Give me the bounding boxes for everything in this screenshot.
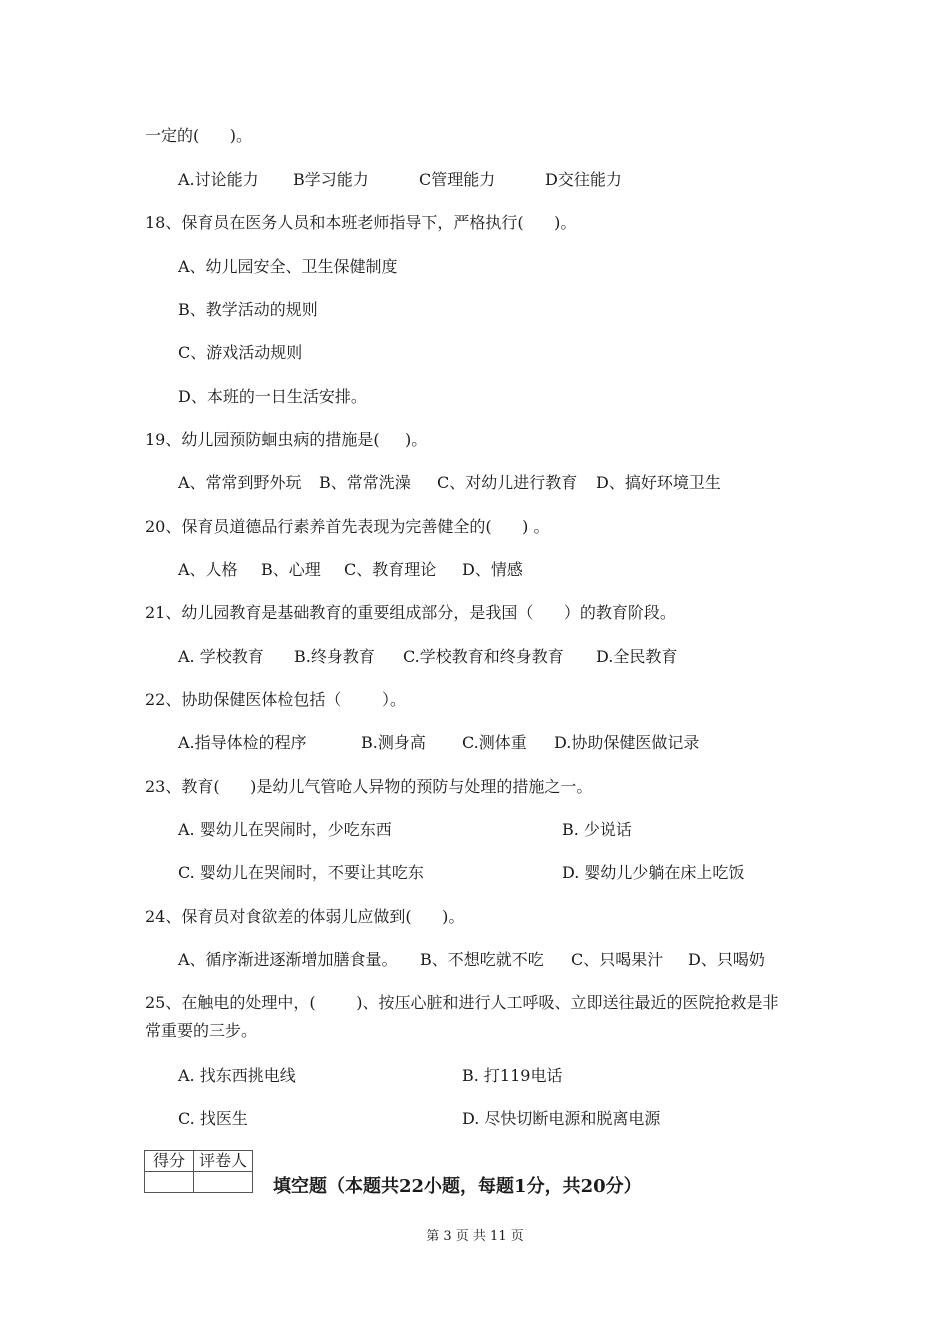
q24-option-a: A、循序渐进逐渐增加膳食量。 — [178, 950, 398, 969]
q23-option-d: D. 婴幼儿少躺在床上吃饭 — [562, 863, 745, 882]
q20-option-a: A、人格 — [178, 560, 238, 579]
q20-option-c: C、教育理论 — [344, 560, 437, 579]
q25-option-c: C. 找医生 — [178, 1109, 248, 1128]
page-footer: 第 3 页 共 11 页 — [426, 1229, 524, 1244]
q18-option-a: A、幼儿园安全、卫生保健制度 — [178, 257, 398, 276]
question-17-stem-tail: 一定的( )。 — [145, 126, 253, 145]
question-23-stem: 23、教育( )是幼儿气管呛人异物的预防与处理的措施之一。 — [145, 777, 593, 796]
q21-option-d: D.全民教育 — [596, 647, 678, 666]
q19-option-c: C、对幼儿进行教育 — [437, 473, 578, 492]
q19-option-a: A、常常到野外玩 — [178, 473, 302, 492]
question-20-stem: 20、保育员道德品行素养首先表现为完善健全的( ) 。 — [145, 517, 550, 536]
score-table — [144, 1150, 253, 1193]
question-22-stem: 22、协助保健医体检包括（ ）。 — [145, 690, 407, 709]
grader-cell — [194, 1172, 253, 1193]
q19-option-d: D、搞好环境卫生 — [596, 473, 721, 492]
q24-option-b: B、不想吃就不吃 — [420, 950, 544, 969]
section-title: 填空题（本题共22小题，每题1分，共20分） — [273, 1176, 642, 1197]
q17-option-b: B学习能力 — [293, 170, 369, 189]
q23-option-c: C. 婴幼儿在哭闹时，不要让其吃东 — [178, 863, 424, 882]
question-25-stem-line1: 25、在触电的处理中，( )、按压心脏和进行人工呼吸、立即送往最近的医院抢救是非 — [145, 993, 779, 1012]
q21-option-b: B.终身教育 — [294, 647, 375, 666]
q17-option-a: A.讨论能力 — [178, 170, 259, 189]
q21-option-c: C.学校教育和终身教育 — [403, 647, 564, 666]
q17-option-d: D交往能力 — [545, 170, 622, 189]
score-label: 得分 — [145, 1151, 194, 1172]
grader-label: 评卷人 — [194, 1151, 253, 1172]
q18-option-d: D、本班的一日生活安排。 — [178, 387, 367, 406]
q25-option-a: A. 找东西挑电线 — [178, 1066, 296, 1085]
q24-option-c: C、只喝果汁 — [571, 950, 664, 969]
q17-option-c: C管理能力 — [419, 170, 496, 189]
q21-option-a: A. 学校教育 — [178, 647, 264, 666]
q24-option-d: D、只喝奶 — [688, 950, 765, 969]
question-19-stem: 19、幼儿园预防蛔虫病的措施是( )。 — [145, 430, 428, 449]
q22-option-c: C.测体重 — [462, 733, 527, 752]
q25-option-d: D. 尽快切断电源和脱离电源 — [462, 1109, 661, 1128]
q22-option-a: A.指导体检的程序 — [178, 733, 307, 752]
question-25-stem-line2: 常重要的三步。 — [145, 1021, 258, 1040]
question-18-stem: 18、保育员在医务人员和本班老师指导下，严格执行( )。 — [145, 213, 577, 232]
question-24-stem: 24、保育员对食欲差的体弱儿应做到( )。 — [145, 907, 465, 926]
q20-option-b: B、心理 — [261, 560, 321, 579]
q22-option-d: D.协助保健医做记录 — [554, 733, 700, 752]
q23-option-b: B. 少说话 — [562, 820, 632, 839]
q19-option-b: B、常常洗澡 — [319, 473, 411, 492]
score-cell — [145, 1172, 194, 1193]
q20-option-d: D、情感 — [462, 560, 523, 579]
q18-option-c: C、游戏活动规则 — [178, 343, 303, 362]
question-21-stem: 21、幼儿园教育是基础教育的重要组成部分，是我国（ ）的教育阶段。 — [145, 603, 676, 622]
q25-option-b: B. 打119电话 — [462, 1066, 563, 1085]
q22-option-b: B.测身高 — [361, 733, 426, 752]
q18-option-b: B、教学活动的规则 — [178, 300, 318, 319]
q23-option-a: A. 婴幼儿在哭闹时，少吃东西 — [178, 820, 392, 839]
